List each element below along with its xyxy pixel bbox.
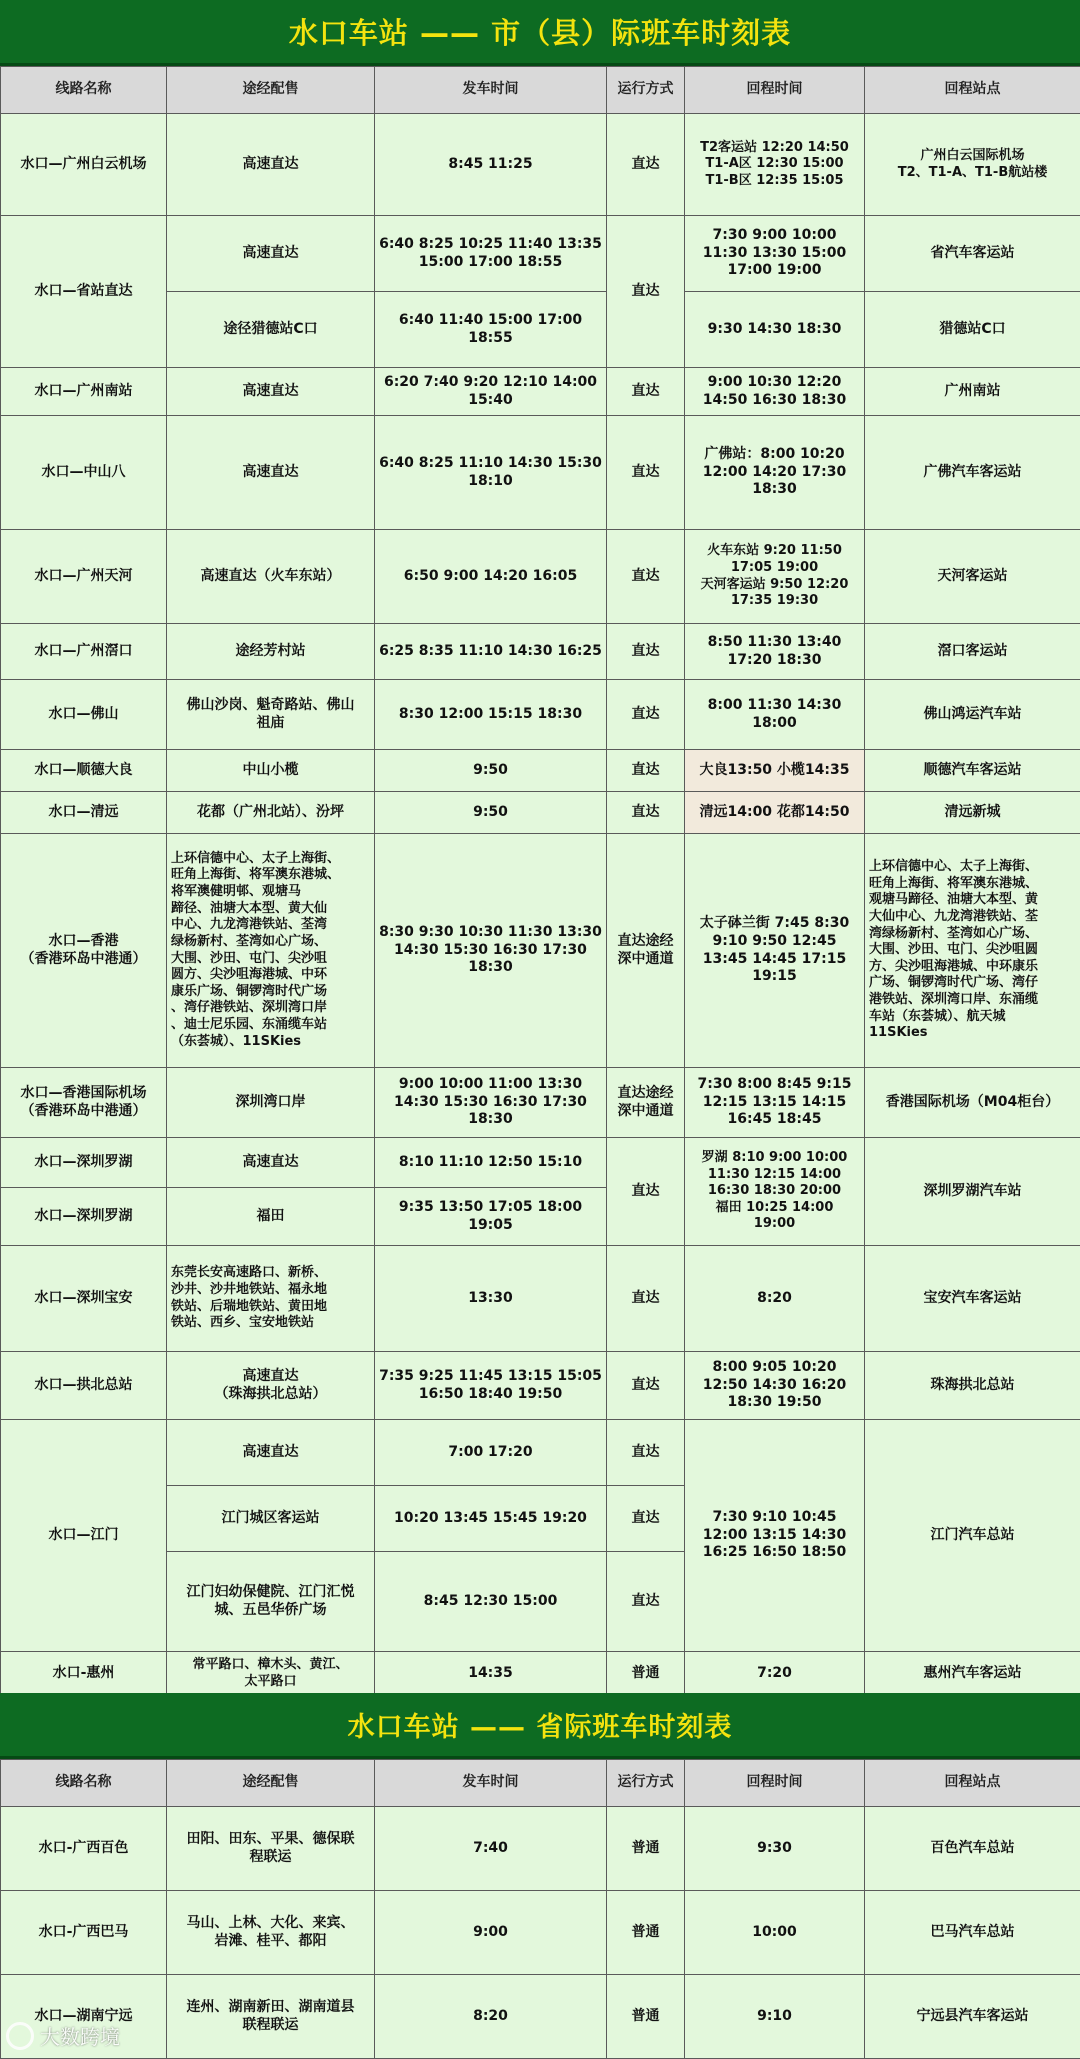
- depart-times: 9:00 10:00 11:00 13:30 14:30 15:30 16:30 17:30 18:30: [375, 1068, 607, 1138]
- return-station: 宝安汽车客运站: [865, 1246, 1080, 1352]
- run-mode: 直达: [607, 1352, 685, 1420]
- run-mode: 直达: [607, 368, 685, 416]
- run-mode: 直达: [607, 1138, 685, 1246]
- via-stops: 高速直达: [167, 368, 375, 416]
- return-station: 百色汽车总站: [865, 1807, 1080, 1891]
- run-mode: 直达途经 深中通道: [607, 834, 685, 1068]
- route-name: 水口—湖南宁远: [1, 1975, 167, 2059]
- run-mode: 直达: [607, 416, 685, 530]
- return-station: 惠州汽车客运站: [865, 1652, 1080, 1696]
- via-stops: 高速直达: [167, 114, 375, 216]
- section2-banner: [0, 1693, 1080, 1759]
- return-station: 清远新城: [865, 792, 1080, 834]
- table-row: [1, 1975, 1080, 2059]
- return-station: 广佛汽车客运站: [865, 416, 1080, 530]
- table-row: [1, 834, 1080, 1068]
- run-mode: 普通: [607, 1891, 685, 1975]
- depart-times: 6:40 11:40 15:00 17:00 18:55: [375, 292, 607, 368]
- return-station: 滘口客运站: [865, 624, 1080, 680]
- depart-times: 8:45 11:25: [375, 114, 607, 216]
- depart-times: 14:35: [375, 1652, 607, 1696]
- run-mode: 直达: [607, 530, 685, 624]
- via-stops: 江门妇幼保健院、江门汇悦 城、五邑华侨广场: [167, 1552, 375, 1652]
- via-stops: 佛山沙岗、魁奇路站、佛山 祖庙: [167, 680, 375, 750]
- via-stops: 途径猎德站C口: [167, 292, 375, 368]
- via-stops: 福田: [167, 1188, 375, 1246]
- route-name: 水口—广州滘口: [1, 624, 167, 680]
- table-row: [1, 1420, 1080, 1486]
- return-times: 7:20: [685, 1652, 865, 1696]
- depart-times: 8:20: [375, 1975, 607, 2059]
- depart-times: 8:45 12:30 15:00: [375, 1552, 607, 1652]
- depart-times: 7:40: [375, 1807, 607, 1891]
- table-row: [1, 114, 1080, 216]
- return-times: 大良13:50 小榄14:35: [685, 750, 865, 792]
- via-stops: 中山小榄: [167, 750, 375, 792]
- route-name: 水口—广州白云机场: [1, 114, 167, 216]
- route-name: 水口—香港国际机场 （香港环岛中港通）: [1, 1068, 167, 1138]
- depart-times: 6:25 8:35 11:10 14:30 16:25: [375, 624, 607, 680]
- depart-times: 6:50 9:00 14:20 16:05: [375, 530, 607, 624]
- table-row: [1, 1246, 1080, 1352]
- return-times: 8:00 9:05 10:20 12:50 14:30 16:20 18:30 19:50: [685, 1352, 865, 1420]
- return-times: 9:30 14:30 18:30: [685, 292, 865, 368]
- depart-times: 8:10 11:10 12:50 15:10: [375, 1138, 607, 1188]
- depart-times: 10:20 13:45 15:45 19:20: [375, 1486, 607, 1552]
- depart-times: 6:40 8:25 10:25 11:40 13:35 15:00 17:00 18:55: [375, 216, 607, 292]
- run-mode: 直达: [607, 1486, 685, 1552]
- via-stops: 高速直达: [167, 416, 375, 530]
- run-mode: 普通: [607, 1975, 685, 2059]
- depart-times: 8:30 9:30 10:30 11:30 13:30 14:30 15:30 16:30 17:30 18:30: [375, 834, 607, 1068]
- col-header-return: 回程时间: [685, 67, 865, 114]
- route-name: 水口—省站直达: [1, 216, 167, 368]
- section1-title: 水口车站 —— 市（县）际班车时刻表: [289, 11, 791, 52]
- route-name: 水口—拱北总站: [1, 1352, 167, 1420]
- route-name: 水口-广西百色: [1, 1807, 167, 1891]
- table-row: [1, 416, 1080, 530]
- via-stops: 深圳湾口岸: [167, 1068, 375, 1138]
- table-row: [1, 1068, 1080, 1138]
- table-row: [1, 1138, 1080, 1188]
- route-name: 水口-惠州: [1, 1652, 167, 1696]
- return-times: 9:00 10:30 12:20 14:50 16:30 18:30: [685, 368, 865, 416]
- route-name: 水口—深圳宝安: [1, 1246, 167, 1352]
- run-mode: 直达: [607, 750, 685, 792]
- return-times: T2客运站 12:20 14:50 T1-A区 12:30 15:00 T1-B区 12:35 15:05: [685, 114, 865, 216]
- table-row: [1, 1891, 1080, 1975]
- return-station: 珠海拱北总站: [865, 1352, 1080, 1420]
- table-row: [1, 680, 1080, 750]
- return-station: 省汽车客运站: [865, 216, 1080, 292]
- depart-times: 13:30: [375, 1246, 607, 1352]
- intercity-timetable: [0, 66, 1080, 1696]
- table-row: [1, 1807, 1080, 1891]
- return-times: 9:30: [685, 1807, 865, 1891]
- return-station: 江门汽车总站: [865, 1420, 1080, 1652]
- table-row: [1, 624, 1080, 680]
- col-header-mode: 运行方式: [607, 67, 685, 114]
- col-header-depart: 发车时间: [375, 1760, 607, 1807]
- route-name: 水口—江门: [1, 1420, 167, 1652]
- return-times: 广佛站：8:00 10:20 12:00 14:20 17:30 18:30: [685, 416, 865, 530]
- col-header-via: 途经配售: [167, 67, 375, 114]
- return-times: 10:00: [685, 1891, 865, 1975]
- return-station: 巴马汽车总站: [865, 1891, 1080, 1975]
- return-times: 8:00 11:30 14:30 18:00: [685, 680, 865, 750]
- route-name: 水口—深圳罗湖: [1, 1188, 167, 1246]
- via-stops: 高速直达: [167, 216, 375, 292]
- route-name: 水口-广西巴马: [1, 1891, 167, 1975]
- route-name: 水口—佛山: [1, 680, 167, 750]
- depart-times: 7:35 9:25 11:45 13:15 15:05 16:50 18:40 19:50: [375, 1352, 607, 1420]
- route-name: 水口—深圳罗湖: [1, 1138, 167, 1188]
- return-station: 深圳罗湖汽车站: [865, 1138, 1080, 1246]
- return-times: 7:30 9:10 10:45 12:00 13:15 14:30 16:25 16:50 18:50: [685, 1420, 865, 1652]
- run-mode: 直达: [607, 1552, 685, 1652]
- run-mode: 直达途经 深中通道: [607, 1068, 685, 1138]
- run-mode: 直达: [607, 792, 685, 834]
- table-row: [1, 368, 1080, 416]
- return-station: 广州白云国际机场 T2、T1-A、T1-B航站楼: [865, 114, 1080, 216]
- depart-times: 9:50: [375, 750, 607, 792]
- table-row: [1, 1652, 1080, 1696]
- return-station: 佛山鸿运汽车站: [865, 680, 1080, 750]
- run-mode: 普通: [607, 1807, 685, 1891]
- col-header-station: 回程站点: [865, 1760, 1080, 1807]
- depart-times: 8:30 12:00 15:15 18:30: [375, 680, 607, 750]
- via-stops: 江门城区客运站: [167, 1486, 375, 1552]
- return-times: 太子砵兰街 7:45 8:30 9:10 9:50 12:45 13:45 14:45 17:15 19:15: [685, 834, 865, 1068]
- watermark-text: 大数跨境: [40, 2021, 120, 2050]
- depart-times: 9:50: [375, 792, 607, 834]
- return-times: 清远14:00 花都14:50: [685, 792, 865, 834]
- via-stops: 连州、湖南新田、湖南道县 联程联运: [167, 1975, 375, 2059]
- route-name: 水口—顺德大良: [1, 750, 167, 792]
- via-stops: 上环信德中心、太子上海街、 旺角上海街、将军澳东港城、 将军澳健明邨、观塘马 蹄径、油塘大本型、黄大仙 中心、九龙湾港铁站、荃湾 绿杨新村、荃湾如心广场、 大围、沙田、屯门、尖沙咀 圆方、尖沙咀海港城、中环 康乐广场、铜锣湾时代广场 、湾仔港铁站、深圳湾口岸 、迪士尼乐园、东涌缆车站 （东荟城）、11SKies: [167, 834, 375, 1068]
- via-stops: 高速直达（火车东站）: [167, 530, 375, 624]
- col-header-route: 线路名称: [1, 67, 167, 114]
- route-name: 水口—广州南站: [1, 368, 167, 416]
- run-mode: 直达: [607, 1246, 685, 1352]
- return-station: 宁远县汽车客运站: [865, 1975, 1080, 2059]
- col-header-depart: 发车时间: [375, 67, 607, 114]
- via-stops: 东莞长安高速路口、新桥、 沙井、沙井地铁站、福永地 铁站、后瑞地铁站、黄田地 铁站、西乡、宝安地铁站: [167, 1246, 375, 1352]
- route-name: 水口—清远: [1, 792, 167, 834]
- run-mode: 直达: [607, 216, 685, 368]
- via-stops: 途经芳村站: [167, 624, 375, 680]
- return-times: 7:30 9:00 10:00 11:30 13:30 15:00 17:00 19:00: [685, 216, 865, 292]
- col-header-via: 途经配售: [167, 1760, 375, 1807]
- return-station: 广州南站: [865, 368, 1080, 416]
- watermark: [6, 2021, 120, 2050]
- brand-circle-icon: [6, 2022, 34, 2050]
- via-stops: 田阳、田东、平果、德保联 程联运: [167, 1807, 375, 1891]
- return-station: 天河客运站: [865, 530, 1080, 624]
- return-times: 火车东站 9:20 11:50 17:05 19:00 天河客运站 9:50 12:20 17:35 19:30: [685, 530, 865, 624]
- run-mode: 直达: [607, 114, 685, 216]
- depart-times: 9:35 13:50 17:05 18:00 19:05: [375, 1188, 607, 1246]
- table-row: [1, 792, 1080, 834]
- col-header-station: 回程站点: [865, 67, 1080, 114]
- return-times: 7:30 8:00 8:45 9:15 12:15 13:15 14:15 16:45 18:45: [685, 1068, 865, 1138]
- depart-times: 7:00 17:20: [375, 1420, 607, 1486]
- section1-banner: [0, 0, 1080, 66]
- route-name: 水口—香港 （香港环岛中港通）: [1, 834, 167, 1068]
- route-name: 水口—广州天河: [1, 530, 167, 624]
- table-row: [1, 530, 1080, 624]
- return-times: 8:50 11:30 13:40 17:20 18:30: [685, 624, 865, 680]
- return-station: 上环信德中心、太子上海街、 旺角上海街、将军澳东港城、 观塘马蹄径、油塘大本型、黄 大仙中心、九龙湾港铁站、荃 湾绿杨新村、荃湾如心广场、 大围、沙田、屯门、尖沙咀圆 方、尖沙咀海港城、中环康乐 广场、铜锣湾时代广场、湾仔 港铁站、深圳湾口岸、东涌缆 车站（东荟城）、航天城 11SKies: [865, 834, 1080, 1068]
- interprovincial-timetable: [0, 1759, 1080, 2059]
- run-mode: 直达: [607, 1420, 685, 1486]
- table-row: [1, 216, 1080, 292]
- col-header-mode: 运行方式: [607, 1760, 685, 1807]
- depart-times: 6:40 8:25 11:10 14:30 15:30 18:10: [375, 416, 607, 530]
- table-row: [1, 1352, 1080, 1420]
- header-row: [1, 67, 1080, 114]
- return-times: 8:20: [685, 1246, 865, 1352]
- run-mode: 普通: [607, 1652, 685, 1696]
- route-name: 水口—中山八: [1, 416, 167, 530]
- col-header-route: 线路名称: [1, 1760, 167, 1807]
- run-mode: 直达: [607, 624, 685, 680]
- return-station: 香港国际机场（M04柜台）: [865, 1068, 1080, 1138]
- via-stops: 高速直达: [167, 1138, 375, 1188]
- return-times: 罗湖 8:10 9:00 10:00 11:30 12:15 14:00 16:30 18:30 20:00 福田 10:25 14:00 19:00: [685, 1138, 865, 1246]
- run-mode: 直达: [607, 680, 685, 750]
- via-stops: 高速直达 （珠海拱北总站）: [167, 1352, 375, 1420]
- table-row: [1, 750, 1080, 792]
- via-stops: 高速直达: [167, 1420, 375, 1486]
- return-times: 9:10: [685, 1975, 865, 2059]
- return-station: 猎德站C口: [865, 292, 1080, 368]
- col-header-return: 回程时间: [685, 1760, 865, 1807]
- depart-times: 9:00: [375, 1891, 607, 1975]
- section2-title: 水口车站 —— 省际班车时刻表: [348, 1705, 733, 1744]
- depart-times: 6:20 7:40 9:20 12:10 14:00 15:40: [375, 368, 607, 416]
- via-stops: 马山、上林、大化、来宾、 岩滩、桂平、都阳: [167, 1891, 375, 1975]
- return-station: 顺德汽车客运站: [865, 750, 1080, 792]
- via-stops: 花都（广州北站）、汾坪: [167, 792, 375, 834]
- header-row: [1, 1760, 1080, 1807]
- via-stops: 常平路口、樟木头、黄江、 太平路口: [167, 1652, 375, 1696]
